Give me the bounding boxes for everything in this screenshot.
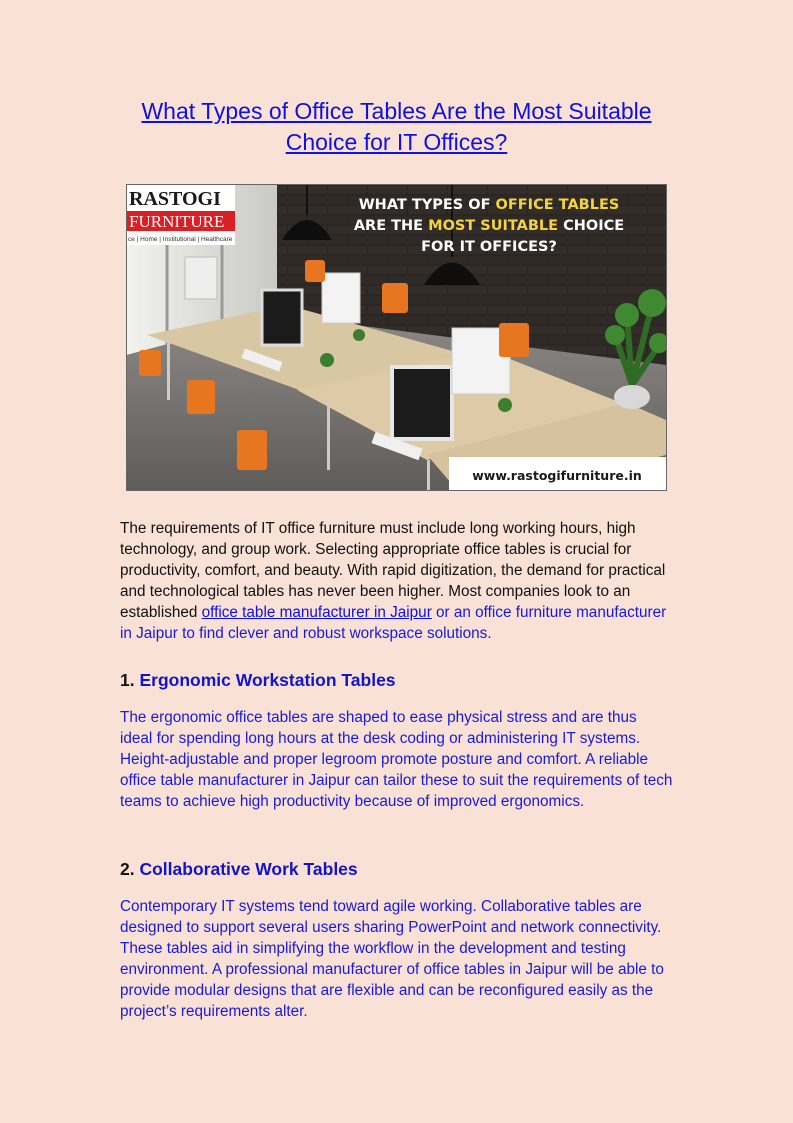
hero-image bbox=[126, 184, 667, 491]
section-heading-2: 2. Collaborative Work Tables bbox=[120, 859, 358, 879]
brand-line2: FURNITURE bbox=[129, 212, 225, 231]
svg-text:WHAT TYPES OF OFFICE TABLES bbox=[359, 197, 620, 213]
headline-word: WHAT TYPES OF bbox=[358, 197, 496, 213]
intro-text-after: or an office furniture manufacturer in Jaipur to find clever and robust workspace solutions. bbox=[120, 604, 667, 642]
headline-word: CHOICE bbox=[558, 218, 625, 234]
svg-text:ARE THE MOST SUITABLE CHOICE bbox=[354, 218, 624, 234]
office-illustration bbox=[127, 185, 666, 490]
section-body-1: The ergonomic office tables are shaped to ease physical stress and are thus ideal for spending long hours at the desk coding or administering IT systems. Height-adjustable and proper legroom promote posture and comfort. A reliable office table manufacturer in Jaipur can tailor these to suit the requirements of tech teams to achieve high productivity because of improved ergonomics. bbox=[120, 709, 673, 810]
website-url: www.rastogifurniture.in bbox=[472, 468, 642, 483]
page-title[interactable]: What Types of Office Tables Are the Most Suitable Choice for IT Offices? bbox=[141, 98, 652, 155]
headline-word: FOR IT OFFICES? bbox=[421, 239, 557, 255]
brand-tagline: ce | Home | Institutional | Healthcare bbox=[128, 236, 233, 243]
intro-text: The requirements of IT office furniture must include long working hours, high technology, and group work. Selecting appropriate office tables is crucial for productivity, comfort, and beauty. With rapid digitization, the demand for practical and technological tables has never been higher. Most companies look to an established bbox=[120, 520, 666, 621]
intro-paragraph bbox=[120, 518, 673, 644]
section-body-2: Contemporary IT systems tend toward agile working. Collaborative tables are designed to support several users sharing PowerPoint and network connectivity. These tables aid in simplifying the workflow in the development and testing environment. A professional manufacturer of office tables in Jaipur will be able to provide modular designs that are flexible and can be reconfigured easily as the project’s requirements alter. bbox=[120, 898, 664, 1020]
section-heading-1: 1. Ergonomic Workstation Tables bbox=[120, 670, 396, 690]
headline-highlight: MOST SUITABLE bbox=[428, 218, 559, 234]
manufacturer-link[interactable]: office table manufacturer in Jaipur bbox=[201, 604, 432, 621]
headline-word: ARE THE bbox=[353, 218, 429, 234]
headline-highlight: OFFICE TABLES bbox=[495, 197, 620, 213]
brand-line1: RASTOGI bbox=[129, 188, 221, 210]
